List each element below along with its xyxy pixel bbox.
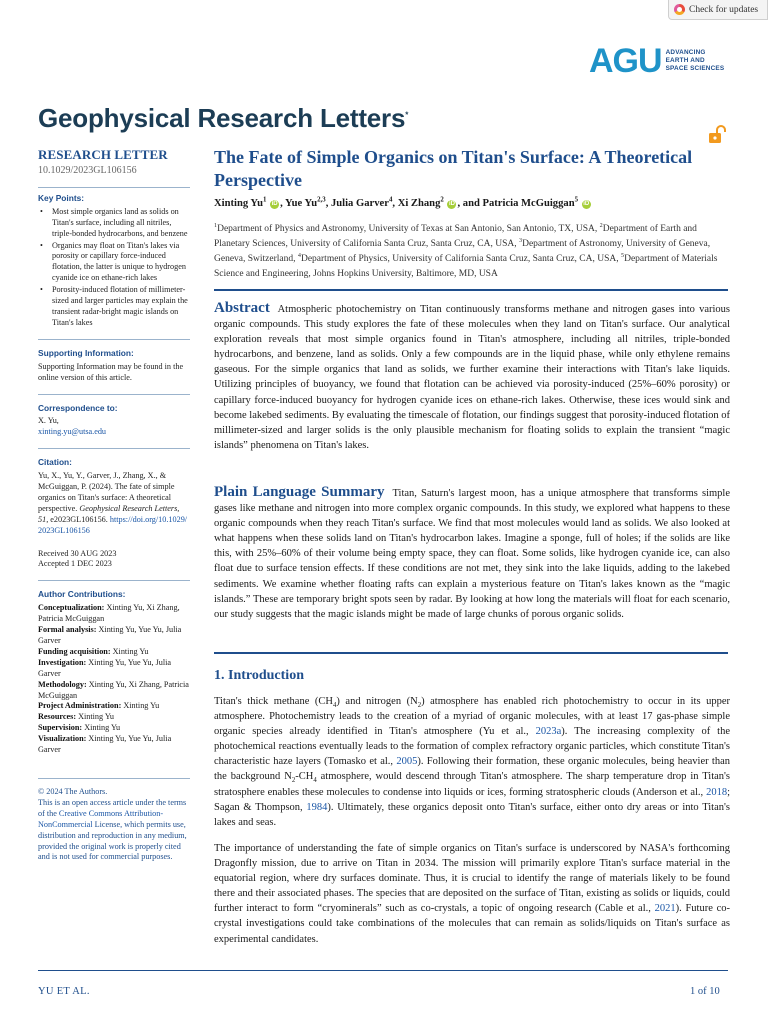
citation-doi-link[interactable]: https://doi.org/10.1029/2023GL106156 [38, 514, 188, 535]
journal-mark: * [405, 110, 409, 120]
abstract-rule [214, 289, 728, 291]
contribution-item: Methodology: Xinting Yu, Xi Zhang, Patricia McGuiggan [38, 679, 189, 700]
divider [38, 778, 190, 779]
key-points [38, 193, 190, 329]
affiliation-text: Department of Materials Science and Engineering, Johns Hopkins University, Baltimore, MD, USA [214, 254, 718, 279]
open-access-icon [706, 124, 728, 146]
intro-paragraph-1: Titan's thick methane $(CH_4)$ and nitrogen $(N_2)$ atmosphere has enabled rich photochemistry to occur in its upper atmosphere. Photochemistry leads to the creation of a myriad of organic molecules, with at least 17 gas-phase simple organic species already identified in Titan's atmosphere (Yu et al., 2023a). The increasing complexity of the photochemical reactions eventually leads to the formation of complex refractory organic particles, which constitute Titan's characteristic haze layers (Tomasko et al., 2005). Following their formation, these organic molecules, being heavier than the background $N_2-CH_4$ atmosphere, would descend through Titan's atmosphere. The sharp temperature drop in Titan's stratosphere enables these molecules to condense into liquids or ices, forming stratospheric clouds (Anderson et al., 2018; Sagan & Thompson, 1984). Ultimately, these organics deposit onto Titan's surface, either onto dry areas or into Titan's lakes and seas. [214, 696, 730, 828]
divider [38, 448, 190, 449]
contribution-item: Visualization: Xinting Yu, Yue Yu, Julia Garver [38, 734, 172, 755]
affiliation-text: Department of Physics and Astronomy, University of Texas at San Antonio, San Antonio, TX, USA, [217, 224, 600, 234]
orcid-icon[interactable]: iD [271, 201, 278, 207]
contribution-item: Formal analysis: Xinting Yu, Yue Yu, Julia Garver [38, 625, 182, 645]
pls-heading: Plain Language Summary [214, 484, 385, 500]
check-for-updates-label: Check for updates [689, 4, 759, 15]
supporting-info-heading: Supporting Information: [38, 347, 134, 358]
author-name: Xi Zhang [397, 198, 441, 209]
affiliation-text: Department of Astronomy, University of Geneva, Geneva, Switzerland, [214, 239, 711, 264]
affiliation-number: 1 [214, 222, 218, 229]
article-title: The Fate of Simple Organics on Titan's Surface: A Theoretical Perspective [214, 147, 693, 190]
author-affiliation-number: 1 [262, 196, 267, 204]
divider [38, 187, 190, 188]
abstract-heading: Abstract [214, 300, 270, 316]
key-points-heading: Key Points: [38, 192, 85, 203]
reference-link[interactable]: 2023a [535, 726, 562, 738]
author-contributions [38, 589, 190, 756]
author-name: Yue Yu [284, 198, 318, 209]
affiliations [214, 222, 734, 282]
orcid-icon[interactable]: iD [583, 201, 590, 207]
correspondence-email-link[interactable]: xinting.yu@utsa.edu [38, 427, 107, 437]
affiliation-number: 4 [297, 252, 301, 259]
received-date: Received 30 AUG 2023 [38, 548, 117, 558]
reference-link[interactable]: 2005 [396, 756, 418, 768]
license-link[interactable]: Creative Commons Attribution-NonCommercial [38, 808, 164, 829]
affiliation-number: 2 [599, 222, 603, 229]
footer-rule [38, 970, 728, 971]
reference-link[interactable]: 2021 [654, 903, 676, 915]
agu-logo-mark: AGU [589, 42, 662, 80]
copyright: © 2024 The Authors. [38, 786, 108, 796]
key-point-item: • Most simple organics land as solids on Titan's surface, including all nitriles, triple-bonded hydrocarbons, and benzene [38, 207, 190, 240]
divider [38, 339, 190, 340]
key-point-item: • Porosity-induced flotation of millimeter-sized and larger particles may explain the transient radar-bright magic islands on Titan's lakes [38, 285, 190, 329]
affiliation-text: Department of Physics, University of California Santa Cruz, Santa Cruz, CA, USA, [300, 254, 622, 264]
contribution-item: Funding acquisition: Xinting Yu [38, 646, 149, 656]
contribution-item: Project Administration: Xinting Yu [38, 701, 160, 711]
accepted-date: Accepted 1 DEC 2023 [38, 559, 112, 569]
author-affiliation-number: 2,3 [317, 196, 326, 204]
contribution-item: Conceptualization: Xinting Yu, Xi Zhang, Patricia McGuiggan [38, 603, 180, 624]
license-info [38, 787, 190, 863]
contribution-item: Supervision: Xinting Yu [38, 723, 121, 733]
affiliation-text: Department of Earth and Planetary Sciences, University of California Santa Cruz, Santa Cruz, CA, USA, [214, 224, 697, 249]
left-sidebar [38, 147, 190, 863]
affiliation-number: 5 [621, 252, 625, 259]
dates [38, 549, 190, 571]
divider [38, 394, 190, 395]
article-type: RESEARCH LETTER [38, 147, 168, 162]
key-points-list [38, 207, 190, 329]
pls-text: Titan, Saturn's largest moon, has a unique atmosphere that transforms simple gases like methane and nitrogen into more complex organic compounds. In this study, we explored what happens to these organic compounds when they reach Titan's surface. We find that most molecules would land as solids. We also looked at what happens when these solids land on Titan's hydrocarbon lakes. Imagine a sponge, full of holes; if the solids are like this, with 25%–60% of their volume being empty space, they can float. Some solids, like hydrogen cyanide ice, can also float due to surface tension effects. If these conditions are not met, they sink into the lake liquids, adding to the lakebed sediments. We examine whether floating rafts can explain a mysterious feature on Titan's lakes known as the “magic islands.” These are temporary bright spots seen by radar. By looking at how long the materials will float for each scenario, our study suggests that the magic islands might be made of large chunks of porous organic solids. [214, 488, 730, 620]
summary-rule [214, 652, 728, 654]
author-name: Julia Garver [330, 198, 389, 209]
section-heading-introduction: 1. Introduction [214, 668, 304, 683]
contributions-list [38, 603, 190, 756]
affiliation-number: 3 [519, 237, 523, 244]
key-point-item: • Organics may float on Titan's lakes via porosity or capillary force-induced flotation, the latter is unique to hydrogen cyanide ice on ethane-rich lakes [38, 241, 190, 285]
article-doi: 10.1029/2023GL106156 [38, 165, 137, 176]
license-text: This is an open access article under the terms of the Creative Commons Attribution-NonCommercial License, which permits use, distribution and reproduction in any medium, provided the original work is properly cited and is not used for commercial purposes. [38, 797, 187, 862]
crossmark-icon [674, 4, 685, 15]
abstract-text: Atmospheric photochemistry on Titan continuously transforms methane and nitrogen gases into various organic compounds. This study explores the fate of these molecules when they land on Titan's surface. Our analytical exploration reveals that most simple organics found in Titan's atmosphere, including all nitriles, triple-bonded hydrocarbons, and benzene, land as solids. Only a few compounds are in the liquid phase, while only ethylene remains gaseous. For the simple organics that land as solids, we further examine their interactions with Titan's lake liquids. Utilizing principles of buoyancy, we found that flotation can be achieved via porosity-induced (25%–60% porosity) or capillary force-induced buoyancy for hydrogen cyanide ices on ethane-rich lakes. Otherwise, these ices would sink and become lakebed sediments. By evaluating the timescale of flotation, our findings suggest that porosity-induced flotation of millimeter-sized and larger solids is the only plausible mechanism for floating solids to explain the transient “magic islands” phenomena on Titan's lakes. [214, 304, 730, 451]
page-number: 1 of 10 [690, 986, 720, 997]
author-contributions-heading: Author Contributions: [38, 589, 126, 600]
contribution-item: Investigation: Xinting Yu, Yue Yu, Julia Garver [38, 657, 172, 678]
citation [38, 457, 190, 536]
author-list: Xinting Yu$^1$ iD , Yue Yu$^{2,3}$, Julia Garver$^4$, Xi Zhang$^2$ iD , and Patricia McGuiggan$^5$ iD [214, 196, 590, 209]
citation-heading: Citation: [38, 457, 72, 468]
abstract [214, 301, 730, 453]
reference-link[interactable]: 1984 [306, 801, 328, 813]
journal-title: Geophysical Research Letters* [38, 103, 409, 133]
correspondence [38, 403, 190, 439]
author-affiliation-number: 4 [388, 196, 393, 204]
check-for-updates-button[interactable] [668, 0, 768, 20]
supporting-info-text: Supporting Information may be found in the online version of this article. [38, 361, 184, 382]
agu-logo [589, 44, 724, 78]
author-affiliation-number: 2 [440, 196, 444, 204]
supporting-info [38, 348, 190, 384]
correspondence-name: X. Yu, [38, 416, 59, 426]
intro-paragraph-2: The importance of understanding the fate of simple organics on Titan's surface is underscored by NASA's forthcoming Dragonfly mission, due to arrive on Titan in 2034. The mission will primarily explore Titan's surface material in the equatorial region, where dry surfaces dominate. Thus, it is crucial to identify the range of materials likely to be found there and their associated phases. The species that are deposited on the surface of Titan, existing as solids or liquids, could further interact to form “cryominerals” such as co-crystals, a topic of ongoing research (Cable et al., 2021). Future co-crystal investigations could take combinations of the molecules that can remain as solids/liquids on Titan's surface as experimental candidates. [214, 843, 730, 945]
running-author: YU ET AL. [38, 986, 90, 997]
author-name: Xinting Yu [214, 198, 263, 209]
correspondence-heading: Correspondence to: [38, 402, 118, 413]
citation-text: Yu, X., Yu, Y., Garver, J., Zhang, X., & McGuiggan, P. (2024). The fate of simple organics on Titan's surface: A theoretical perspective. Geophysical Research Letters, 51, e2023GL106156. https://doi.org/10.1029/2023GL106156 [38, 471, 188, 535]
author-affiliation-number: 5 [574, 196, 579, 204]
orcid-icon[interactable]: iD [448, 201, 455, 207]
plain-language-summary [214, 485, 730, 622]
agu-tagline: ADVANCING EARTH AND SPACE SCIENCES [665, 49, 725, 72]
reference-link[interactable]: 2018 [706, 786, 728, 798]
author-name: Patricia McGuiggan [482, 198, 575, 209]
contribution-item: Resources: Xinting Yu [38, 712, 114, 722]
divider [38, 580, 190, 581]
